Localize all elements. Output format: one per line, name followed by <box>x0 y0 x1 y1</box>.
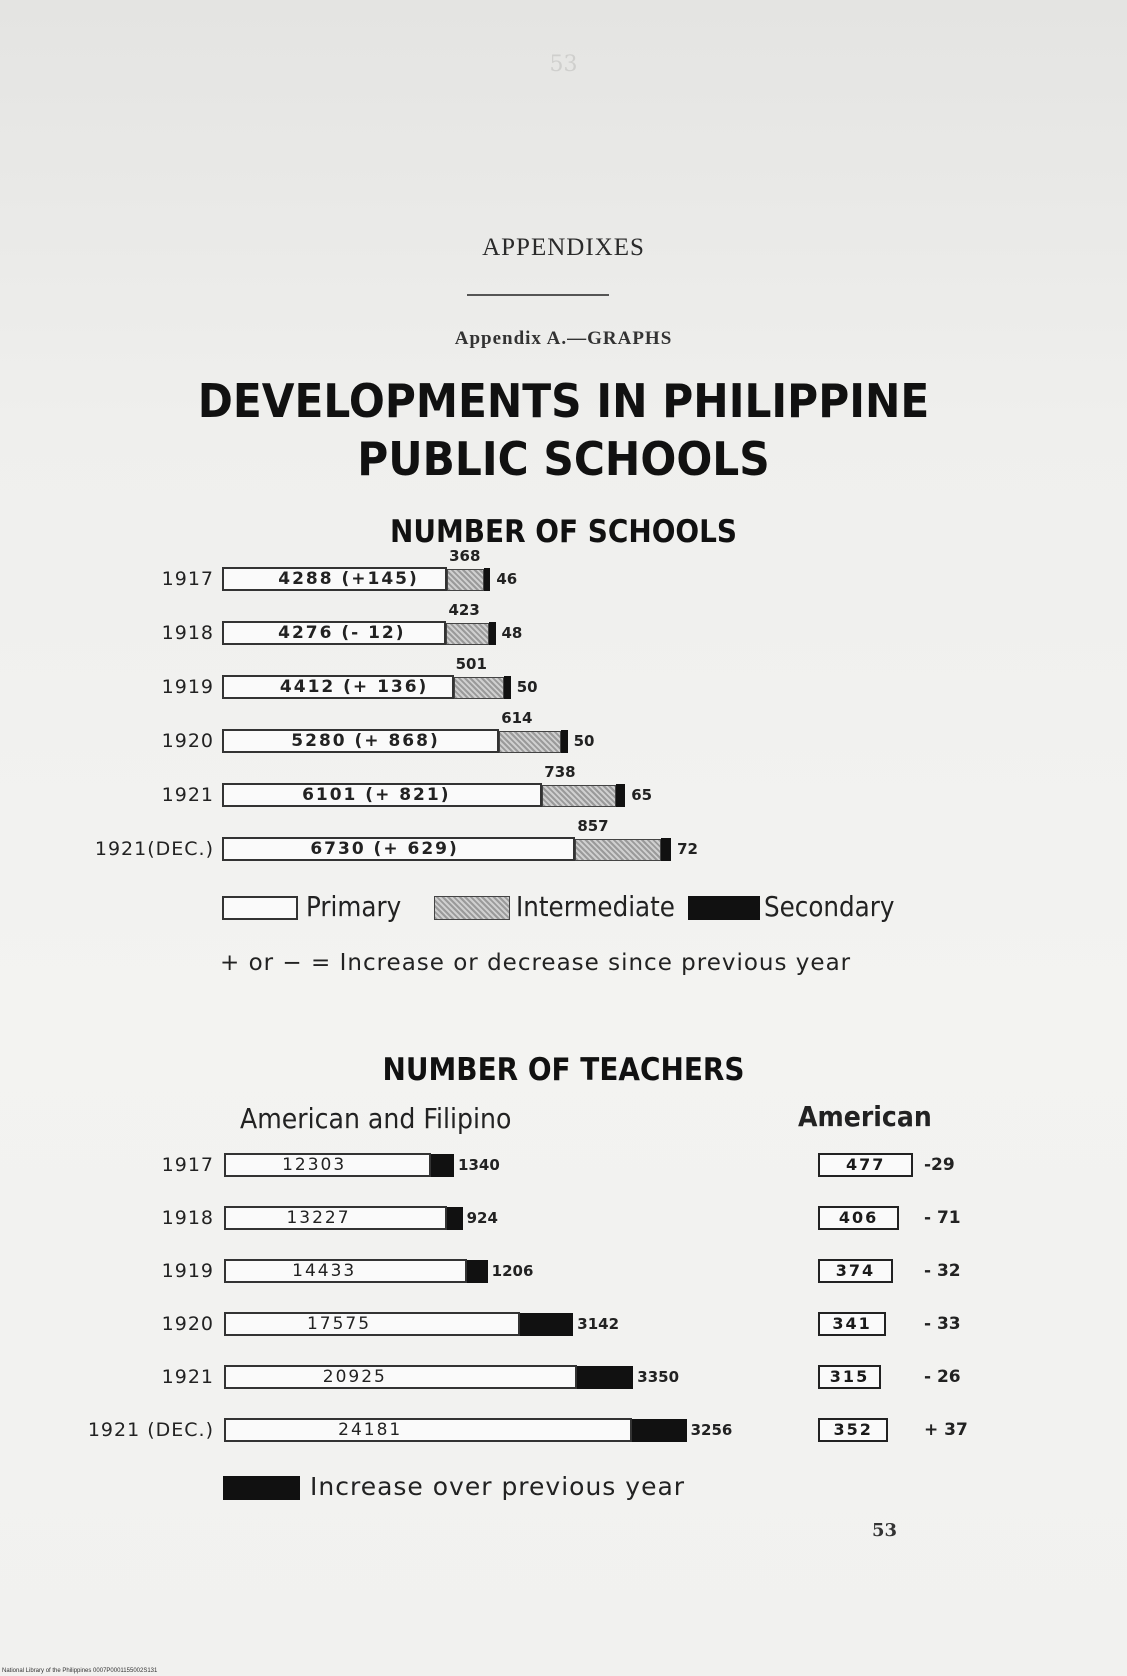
teachers-year-label: 1921 (DEC.) <box>87 1419 214 1441</box>
american-teachers-box: 477 <box>818 1153 913 1177</box>
teachers-subtitle-right: American <box>798 1100 932 1133</box>
american-teachers-box: 341 <box>818 1312 886 1336</box>
footer-credit: National Library of the Philippines 0007P0001155002S131 <box>2 1668 158 1674</box>
schools-primary-value: 4412 (+ 136) <box>279 677 429 697</box>
heading-rule <box>467 294 609 296</box>
teachers-year-label: 1917 <box>161 1154 214 1176</box>
teachers-increase-bar <box>447 1207 463 1230</box>
legend-increase-swatch <box>223 1476 300 1500</box>
schools-intermediate-value: 857 <box>577 817 609 835</box>
teachers-year-label: 1918 <box>161 1207 214 1229</box>
teachers-total-value: 13227 <box>286 1208 351 1228</box>
legend-primary-label: Primary <box>306 890 402 923</box>
american-teachers-change: -29 <box>924 1155 955 1175</box>
legend-intermediate-label: Intermediate <box>516 890 675 923</box>
section-heading: APPENDIXES <box>482 234 645 261</box>
teachers-total-value: 14433 <box>292 1261 357 1281</box>
schools-secondary-value: 48 <box>501 624 523 642</box>
schools-year-label: 1921(DEC.) <box>94 838 214 860</box>
teachers-increase-bar <box>431 1154 454 1177</box>
schools-intermediate-value: 738 <box>544 763 576 781</box>
schools-intermediate-bar <box>447 569 484 591</box>
american-teachers-change: - 71 <box>924 1208 961 1228</box>
schools-primary-value: 6101 (+ 821) <box>302 785 451 805</box>
teachers-increase-value: 3256 <box>690 1421 733 1439</box>
schools-intermediate-bar <box>454 677 504 699</box>
schools-secondary-bar <box>616 784 625 807</box>
teachers-increase-bar <box>467 1260 487 1283</box>
schools-year-label: 1919 <box>161 676 214 698</box>
teachers-total-bar <box>224 1365 577 1389</box>
schools-year-label: 1917 <box>161 568 214 590</box>
schools-primary-value: 4288 (+145) <box>278 569 419 589</box>
schools-year-label: 1920 <box>161 730 214 752</box>
legend-intermediate-swatch <box>434 896 510 920</box>
appendix-heading: Appendix A.—GRAPHS <box>454 328 673 349</box>
schools-secondary-bar <box>484 568 490 591</box>
teachers-increase-bar <box>632 1419 687 1442</box>
title-line-1: DEVELOPMENTS IN PHILIPPINE <box>197 374 930 428</box>
schools-year-label: 1921 <box>161 784 214 806</box>
schools-primary-value: 6730 (+ 629) <box>310 839 459 859</box>
teachers-increase-value: 1206 <box>491 1262 534 1280</box>
schools-intermediate-bar <box>575 839 661 861</box>
teachers-increase-bar <box>577 1366 633 1389</box>
teachers-total-bar <box>224 1312 520 1336</box>
schools-intermediate-value: 423 <box>448 601 480 619</box>
teachers-chart-title: NUMBER OF TEACHERS <box>382 1052 745 1088</box>
legend-primary-swatch <box>222 896 298 920</box>
schools-secondary-bar <box>561 730 568 753</box>
teachers-year-label: 1920 <box>161 1313 214 1335</box>
schools-secondary-bar <box>489 622 496 645</box>
teachers-increase-value: 3142 <box>577 1315 620 1333</box>
teachers-total-bar <box>224 1418 632 1442</box>
teachers-increase-value: 3350 <box>637 1368 680 1386</box>
schools-intermediate-value: 501 <box>455 655 487 673</box>
legend-secondary-label: Secondary <box>764 890 895 923</box>
teachers-year-label: 1921 <box>161 1366 214 1388</box>
schools-secondary-value: 65 <box>631 786 653 804</box>
teachers-subtitle-left: American and Filipino <box>240 1102 512 1135</box>
page-number: 53 <box>872 1520 898 1541</box>
title-line-2: PUBLIC SCHOOLS <box>357 432 770 486</box>
schools-intermediate-bar <box>499 731 560 753</box>
schools-intermediate-value: 368 <box>449 547 481 565</box>
schools-secondary-value: 50 <box>573 732 595 750</box>
schools-primary-value: 4276 (- 12) <box>278 623 406 643</box>
teachers-total-value: 20925 <box>322 1367 387 1387</box>
teachers-total-value: 24181 <box>338 1420 403 1440</box>
legend-increase-label: Increase over previous year <box>310 1472 686 1501</box>
teachers-increase-bar <box>520 1313 573 1336</box>
american-teachers-change: + 37 <box>924 1420 968 1440</box>
schools-chart-title: NUMBER OF SCHOOLS <box>389 514 738 550</box>
schools-primary-value: 5280 (+ 868) <box>291 731 440 751</box>
american-teachers-box: 406 <box>818 1206 899 1230</box>
schools-intermediate-bar <box>446 623 488 645</box>
american-teachers-change: - 33 <box>924 1314 961 1334</box>
teachers-total-value: 12303 <box>282 1155 347 1175</box>
schools-year-label: 1918 <box>161 622 214 644</box>
schools-secondary-bar <box>504 676 511 699</box>
teachers-increase-value: 1340 <box>458 1156 500 1174</box>
schools-secondary-value: 72 <box>677 840 698 858</box>
american-teachers-box: 315 <box>818 1365 881 1389</box>
schools-secondary-value: 50 <box>516 678 538 696</box>
american-teachers-box: 352 <box>818 1418 888 1442</box>
schools-intermediate-value: 614 <box>501 709 533 727</box>
schools-intermediate-bar <box>542 785 616 807</box>
teachers-increase-value: 924 <box>466 1209 498 1227</box>
faint-page-mark: 53 <box>549 52 578 77</box>
schools-secondary-value: 46 <box>496 570 518 588</box>
american-teachers-box: 374 <box>818 1259 893 1283</box>
american-teachers-change: - 26 <box>924 1367 961 1387</box>
legend-secondary-swatch <box>688 896 760 920</box>
page-title <box>45 372 1082 488</box>
american-teachers-change: - 32 <box>924 1261 961 1281</box>
schools-note: + or − = Increase or decrease since previous year <box>220 950 852 976</box>
schools-secondary-bar <box>661 838 671 861</box>
teachers-year-label: 1919 <box>161 1260 214 1282</box>
teachers-total-value: 17575 <box>306 1314 372 1334</box>
